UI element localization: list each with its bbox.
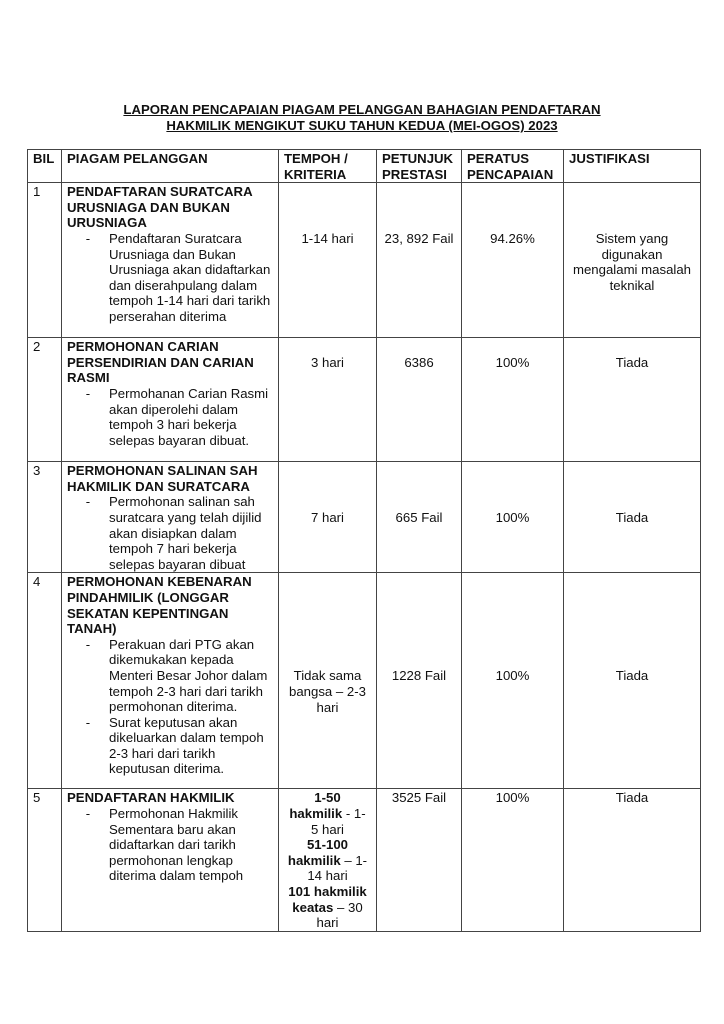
table-row bbox=[28, 462, 701, 573]
cell-petunjuk: 665 Fail bbox=[377, 462, 462, 573]
row-heading: PERMOHONAN KEBENARAN PINDAHMILIK (LONGGAR SEKATAN KEPENTINGAN TANAH) bbox=[67, 574, 252, 637]
header-peratus: PERATUS PENCAPAIAN bbox=[462, 150, 564, 183]
row-heading: PERMOHONAN CARIAN PERSENDIRIAN DAN CARIAN RASMI bbox=[67, 339, 254, 386]
table-row bbox=[28, 338, 701, 462]
bullet-dash: - bbox=[85, 714, 91, 730]
header-petunjuk: PETUNJUK PRESTASI bbox=[377, 150, 462, 183]
cell-tempoh: 1-50 hakmilik - 1-5 hari 51-100 hakmilik – 1-14 hari 101 hakmilik keatas – 30 hari bbox=[279, 789, 377, 931]
bullet-item: - Permohonan Hakmilik Sementara baru akan didaftarkan dari tarikh permohonan lengkap diterima dalam tempoh bbox=[67, 806, 273, 884]
cell-petunjuk: 23, 892 Fail bbox=[377, 183, 462, 338]
cell-bil: 4 bbox=[28, 573, 62, 789]
cell-tempoh: 1-14 hari bbox=[279, 183, 377, 338]
cell-bil: 2 bbox=[28, 338, 62, 462]
cell-peratus: 100% bbox=[462, 789, 564, 931]
bullet-item: - Pendaftaran Suratcara Urusniaga dan Bukan Urusniaga akan didaftarkan dan diserahpulang dalam tempoh 1-14 hari dari tarikh perserahan diterima bbox=[67, 231, 273, 325]
cell-peratus: 94.26% bbox=[462, 183, 564, 338]
header-justifikasi: JUSTIFIKASI bbox=[564, 150, 701, 183]
cell-piagam bbox=[62, 789, 279, 931]
bullet-dash: - bbox=[85, 636, 91, 652]
cell-piagam bbox=[62, 338, 279, 462]
bullet-item: - Surat keputusan akan dikeluarkan dalam tempoh 2-3 hari dari tarikh keputusan diterima. bbox=[67, 715, 273, 777]
tempoh-range-2: 51-100 hakmilik bbox=[287, 837, 349, 868]
cell-piagam bbox=[62, 573, 279, 789]
bullet-dash: - bbox=[85, 385, 91, 401]
document-title bbox=[0, 102, 724, 134]
row-heading: PENDAFTARAN SURATCARA URUSNIAGA DAN BUKAN URUSNIAGA bbox=[67, 184, 253, 231]
bullet-item: - Permohanan Carian Rasmi akan diperolehi dalam tempoh 3 hari bekerja selepas bayaran dibuat. bbox=[67, 386, 273, 448]
cell-justifikasi: Tiada bbox=[564, 338, 701, 462]
title-line-2: HAKMILIK MENGIKUT SUKU TAHUN KEDUA (MEI-OGOS) 2023 bbox=[166, 118, 558, 133]
header-piagam: PIAGAM PELANGGAN bbox=[62, 150, 279, 183]
tempoh-range-3: 101 hakmilik keatas bbox=[288, 883, 367, 915]
cell-petunjuk: 1228 Fail bbox=[377, 573, 462, 789]
header-bil: BIL bbox=[28, 150, 62, 183]
cell-justifikasi: Sistem yang digunakan mengalami masalah teknikal bbox=[564, 183, 701, 338]
row-heading: PERMOHONAN SALINAN SAH HAKMILIK DAN SURATCARA bbox=[67, 463, 258, 494]
cell-piagam bbox=[62, 462, 279, 573]
cell-piagam bbox=[62, 183, 279, 338]
bullet-item: - Permohonan salinan sah suratcara yang telah dijilid akan disiapkan dalam tempoh 7 hari bekerja selepas bayaran dibuat bbox=[67, 494, 273, 572]
cell-tempoh: Tidak sama bangsa – 2-3 hari bbox=[279, 573, 377, 789]
table-row bbox=[28, 573, 701, 789]
cell-peratus: 100% bbox=[462, 462, 564, 573]
cell-petunjuk: 3525 Fail bbox=[377, 789, 462, 931]
cell-peratus: 100% bbox=[462, 338, 564, 462]
cell-justifikasi: Tiada bbox=[564, 462, 701, 573]
charter-report-table bbox=[27, 149, 701, 932]
cell-petunjuk: 6386 bbox=[377, 338, 462, 462]
row-heading: PENDAFTARAN HAKMILIK bbox=[67, 790, 235, 806]
cell-bil: 3 bbox=[28, 462, 62, 573]
tempoh-range-1: 1-50 hakmilik bbox=[289, 790, 343, 821]
cell-tempoh: 3 hari bbox=[279, 338, 377, 462]
cell-peratus: 100% bbox=[462, 573, 564, 789]
bullet-dash: - bbox=[85, 494, 91, 510]
header-tempoh: TEMPOH / KRITERIA bbox=[279, 150, 377, 183]
cell-bil: 5 bbox=[28, 789, 62, 931]
title-line-1: LAPORAN PENCAPAIAN PIAGAM PELANGGAN BAHAGIAN PENDAFTARAN bbox=[123, 102, 601, 117]
bullet-dash: - bbox=[85, 230, 91, 246]
table-header-row bbox=[28, 150, 701, 183]
cell-tempoh: 7 hari bbox=[279, 462, 377, 573]
cell-justifikasi: Tiada bbox=[564, 573, 701, 789]
bullet-item: - Perakuan dari PTG akan dikemukakan kepada Menteri Besar Johor dalam tempoh 2-3 hari dari tarikh permohonan diterima. bbox=[67, 637, 273, 715]
cell-bil: 1 bbox=[28, 183, 62, 338]
bullet-dash: - bbox=[85, 805, 91, 821]
cell-justifikasi: Tiada bbox=[564, 789, 701, 931]
table-row bbox=[28, 183, 701, 338]
table-row bbox=[28, 789, 701, 931]
